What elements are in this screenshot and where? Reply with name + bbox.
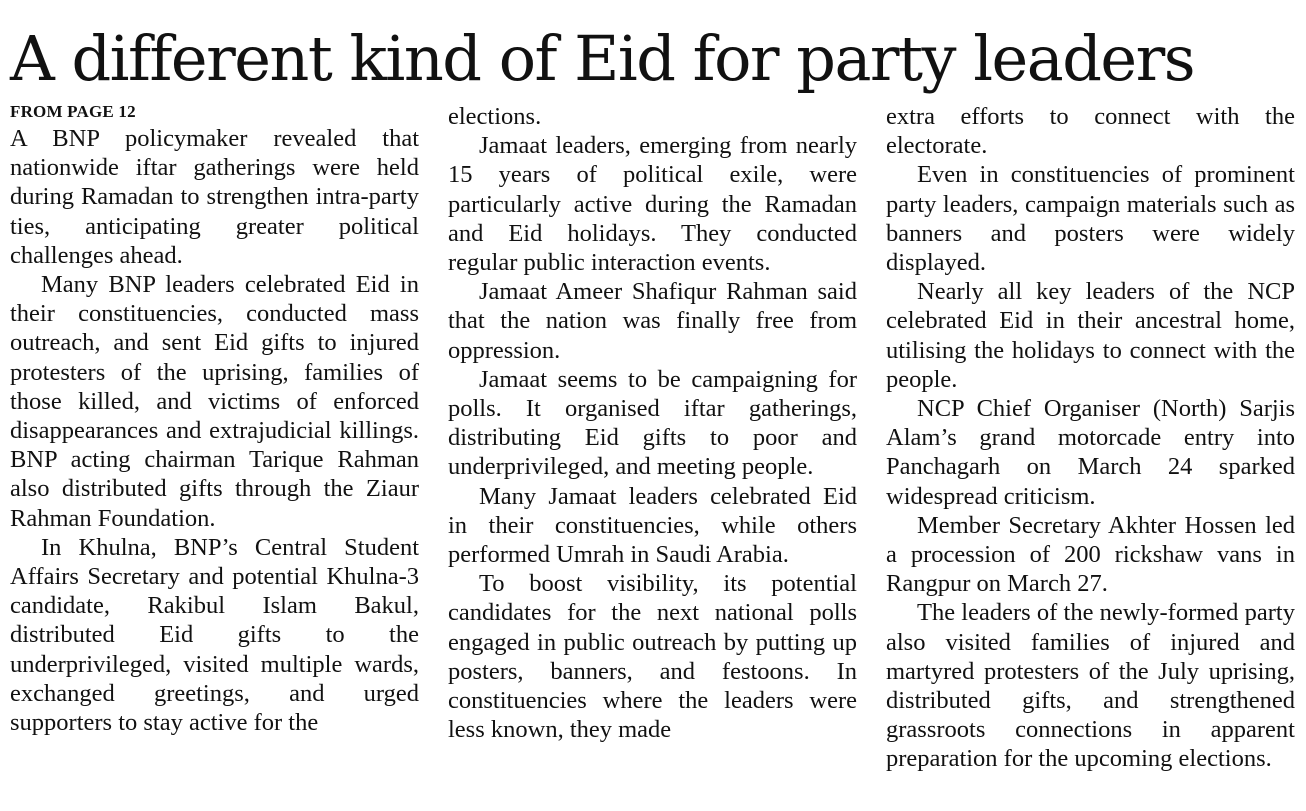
paragraph: elections. (448, 103, 542, 130)
paragraph: Jamaat seems to be campaigning for polls. It organised iftar gatherings, distributing Eid gifts to poor and underprivileged, and meeting people. (448, 365, 857, 481)
paragraph: Many BNP leaders celebrated Eid in their constituencies, conducted mass outreach, and sent Eid gifts to injured protesters of the uprising, families of those killed, and victims of enforced disappearances and extrajudicial killings. BNP acting chairman Tarique Rahman also distributed gifts through the Ziaur Rahman Foundation. (10, 271, 419, 532)
paragraph: Member Secretary Akhter Hossen led a procession of 200 rickshaw vans in Rangpur on March 27. (886, 511, 1295, 598)
paragraph: Many Jamaat leaders celebrated Eid in their constituencies, while others performed Umrah in Saudi Arabia. (448, 482, 857, 569)
paragraph: Jamaat leaders, emerging from nearly 15 years of political exile, were particularly active during the Ramadan and Eid holidays. They conducted regular public interaction events. (448, 132, 857, 277)
paragraph: To boost visibility, its potential candidates for the next national polls engaged in public outreach by putting up posters, banners, and festoons. In constituencies where the leaders were less known, they made (448, 570, 857, 744)
paragraph: Jamaat Ameer Shafiqur Rahman said that the nation was finally free from oppression. (448, 278, 857, 364)
paragraph: In Khulna, BNP’s Central Student Affairs Secretary and potential Khulna-3 candidate, Rakibul Islam Bakul, distributed Eid gifts to the underprivileged, visited multiple wards, exchanged greetings, and urged supporters to stay active for the (10, 533, 419, 737)
paragraph: The leaders of the newly-formed party also visited families of injured and martyred protesters of the July uprising, distributed gifts, and strengthened grassroots connections in apparent preparation for the upcoming elections. (886, 599, 1295, 773)
article-column-3 (886, 102, 1295, 774)
headline: A different kind of Eid for party leaders (10, 22, 1195, 95)
paragraph: Nearly all key leaders of the NCP celebrated Eid in their ancestral home, utilising the holidays to connect with the people. (886, 278, 1295, 393)
paragraph: A BNP policymaker revealed that nationwide iftar gatherings were held during Ramadan to strengthen intra-party ties, anticipating greater political challenges ahead. (10, 125, 419, 269)
paragraph: NCP Chief Organiser (North) Sarjis Alam’s grand motorcade entry into Panchagarh on March 24 sparked widespread criticism. (886, 395, 1295, 510)
article-column-1 (10, 102, 419, 737)
jump-label: FROM PAGE 12 (10, 102, 136, 121)
paragraph: extra efforts to connect with the electorate. (886, 103, 1295, 160)
paragraph: Even in constituencies of prominent party leaders, campaign materials such as banners and posters were widely displayed. (886, 161, 1295, 277)
article-column-2 (448, 102, 857, 744)
